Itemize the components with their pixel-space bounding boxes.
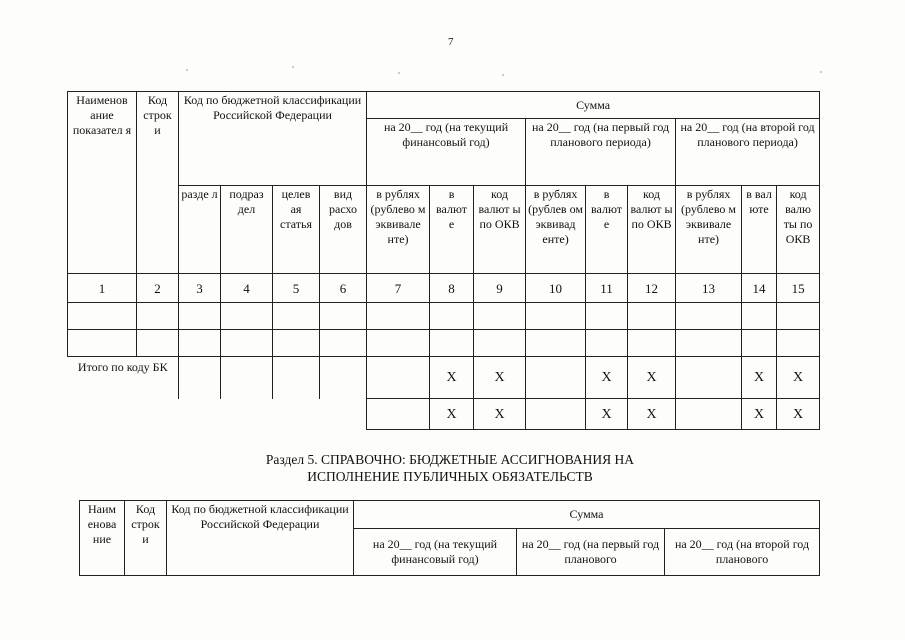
x-mark: X — [777, 357, 820, 399]
column-number: 12 — [628, 274, 676, 303]
empty-cell — [320, 303, 367, 330]
empty-cell — [137, 330, 179, 357]
empty-cell — [68, 330, 137, 357]
empty-cell — [777, 303, 820, 330]
header-kod-stroki: Код строк и — [137, 92, 179, 274]
public-obligations-table — [79, 500, 820, 576]
section-5-title-line-1: Раздел 5. СПРАВОЧНО: БЮДЖЕТНЫЕ АССИГНОВАНИЯ НА — [265, 452, 635, 467]
header-current-rub: в рублях (рублево м эквивале нте) — [367, 186, 430, 274]
empty-cell — [273, 399, 320, 430]
scan-speck — [502, 74, 504, 76]
empty-cell — [628, 330, 676, 357]
empty-cell — [221, 357, 273, 399]
empty-cell — [526, 330, 586, 357]
x-mark: X — [742, 357, 777, 399]
header-second-okv: код валю ты по ОКВ — [777, 186, 820, 274]
empty-cell — [430, 330, 474, 357]
header-first-rub: в рублях (рублев ом эквивад енте) — [526, 186, 586, 274]
empty-cell — [273, 330, 320, 357]
header-year-current: на 20__ год (на текущий финансовый год) — [367, 119, 526, 186]
scan-speck — [398, 72, 400, 74]
empty-cell — [179, 399, 221, 430]
empty-cell — [628, 303, 676, 330]
empty-cell — [676, 330, 742, 357]
empty-cell — [367, 399, 430, 430]
empty-cell — [474, 330, 526, 357]
empty-cell — [367, 357, 430, 399]
header-first-okv: код валют ы по ОКВ — [628, 186, 676, 274]
empty-cell — [320, 330, 367, 357]
header-celevaya-statya: целев ая статья — [273, 186, 320, 274]
column-number: 4 — [221, 274, 273, 303]
column-number: 5 — [273, 274, 320, 303]
header-naimenovanie: Наименов ание показател я — [68, 92, 137, 274]
x-mark: X — [628, 399, 676, 430]
scan-speck — [820, 71, 822, 73]
table-row — [68, 330, 820, 357]
column-number: 7 — [367, 274, 430, 303]
t2-header-kod-stroki: Код строк и — [125, 501, 167, 576]
empty-cell — [273, 303, 320, 330]
itogo-label: Итого по коду БК — [77, 360, 168, 374]
header-year-second: на 20__ год (на второй год планового периода) — [676, 119, 820, 186]
empty-cell — [586, 303, 628, 330]
column-number: 3 — [179, 274, 221, 303]
empty-cell — [367, 303, 430, 330]
t2-header-summa: Сумма — [354, 501, 820, 529]
column-number: 15 — [777, 274, 820, 303]
column-number-row — [68, 274, 820, 303]
header-second-val: в вал юте — [742, 186, 777, 274]
column-number: 14 — [742, 274, 777, 303]
x-mark: X — [474, 399, 526, 430]
section-5-title — [140, 451, 760, 485]
empty-cell — [273, 357, 320, 399]
empty-cell — [676, 303, 742, 330]
empty-cell — [320, 399, 367, 430]
table-row — [68, 303, 820, 330]
header-current-okv: код валют ы по ОКВ — [474, 186, 526, 274]
x-mark: X — [586, 357, 628, 399]
x-mark: X — [586, 399, 628, 430]
empty-cell — [179, 330, 221, 357]
empty-cell — [320, 357, 367, 399]
header-summa: Сумма — [367, 92, 820, 119]
x-mark: X — [742, 399, 777, 430]
empty-cell — [742, 330, 777, 357]
empty-cell — [179, 303, 221, 330]
t2-header-year-first: на 20__ год (на первый год планового — [517, 529, 665, 576]
empty-cell — [430, 303, 474, 330]
empty-cell — [179, 357, 221, 399]
column-number: 10 — [526, 274, 586, 303]
page-number: 7 — [448, 36, 454, 48]
empty-cell — [221, 399, 273, 430]
empty-cell — [777, 330, 820, 357]
scan-speck — [292, 66, 294, 68]
x-mark: X — [777, 399, 820, 430]
scan-speck — [186, 69, 188, 71]
x-mark: X — [430, 399, 474, 430]
budget-table — [67, 91, 820, 430]
empty-cell — [137, 303, 179, 330]
itogo-row-2 — [68, 399, 820, 430]
empty-cell — [526, 399, 586, 430]
empty-cell — [526, 357, 586, 399]
empty-cell — [742, 303, 777, 330]
empty-cell — [676, 399, 742, 430]
empty-cell — [474, 303, 526, 330]
empty-cell — [68, 303, 137, 330]
empty-cell — [526, 303, 586, 330]
column-number: 11 — [586, 274, 628, 303]
column-number: 2 — [137, 274, 179, 303]
column-number: 8 — [430, 274, 474, 303]
column-number: 1 — [68, 274, 137, 303]
header-podrazdel: подраз дел — [221, 186, 273, 274]
section-5-title-line-2: ИСПОЛНЕНИЕ ПУБЛИЧНЫХ ОБЯЗАТЕЛЬСТВ — [307, 469, 593, 484]
header-razdel: разде л — [179, 186, 221, 274]
header-second-rub: в рублях (рублево м эквивале нте) — [676, 186, 742, 274]
empty-cell — [221, 330, 273, 357]
itogo-row — [68, 357, 820, 399]
column-number: 13 — [676, 274, 742, 303]
t2-header-year-second: на 20__ год (на второй год планового — [665, 529, 820, 576]
t2-header-naimenovanie: Наим енова ние — [80, 501, 125, 576]
header-current-val: в валют е — [430, 186, 474, 274]
x-mark: X — [628, 357, 676, 399]
empty-cell — [221, 303, 273, 330]
t2-header-year-current: на 20__ год (на текущий финансовый год) — [354, 529, 517, 576]
empty-cell — [676, 357, 742, 399]
header-vid-rashodov: вид расхо дов — [320, 186, 367, 274]
empty-cell — [586, 330, 628, 357]
x-mark: X — [474, 357, 526, 399]
empty-cell — [367, 330, 430, 357]
header-year-first: на 20__ год (на первый год планового периода) — [526, 119, 676, 186]
x-mark: X — [430, 357, 474, 399]
header-kod-bk: Код по бюджетной классификации Российской Федерации — [179, 92, 367, 186]
column-number: 9 — [474, 274, 526, 303]
t2-header-kod-bk: Код по бюджетной классификации Российской Федерации — [167, 501, 354, 576]
column-number: 6 — [320, 274, 367, 303]
header-first-val: в валют е — [586, 186, 628, 274]
